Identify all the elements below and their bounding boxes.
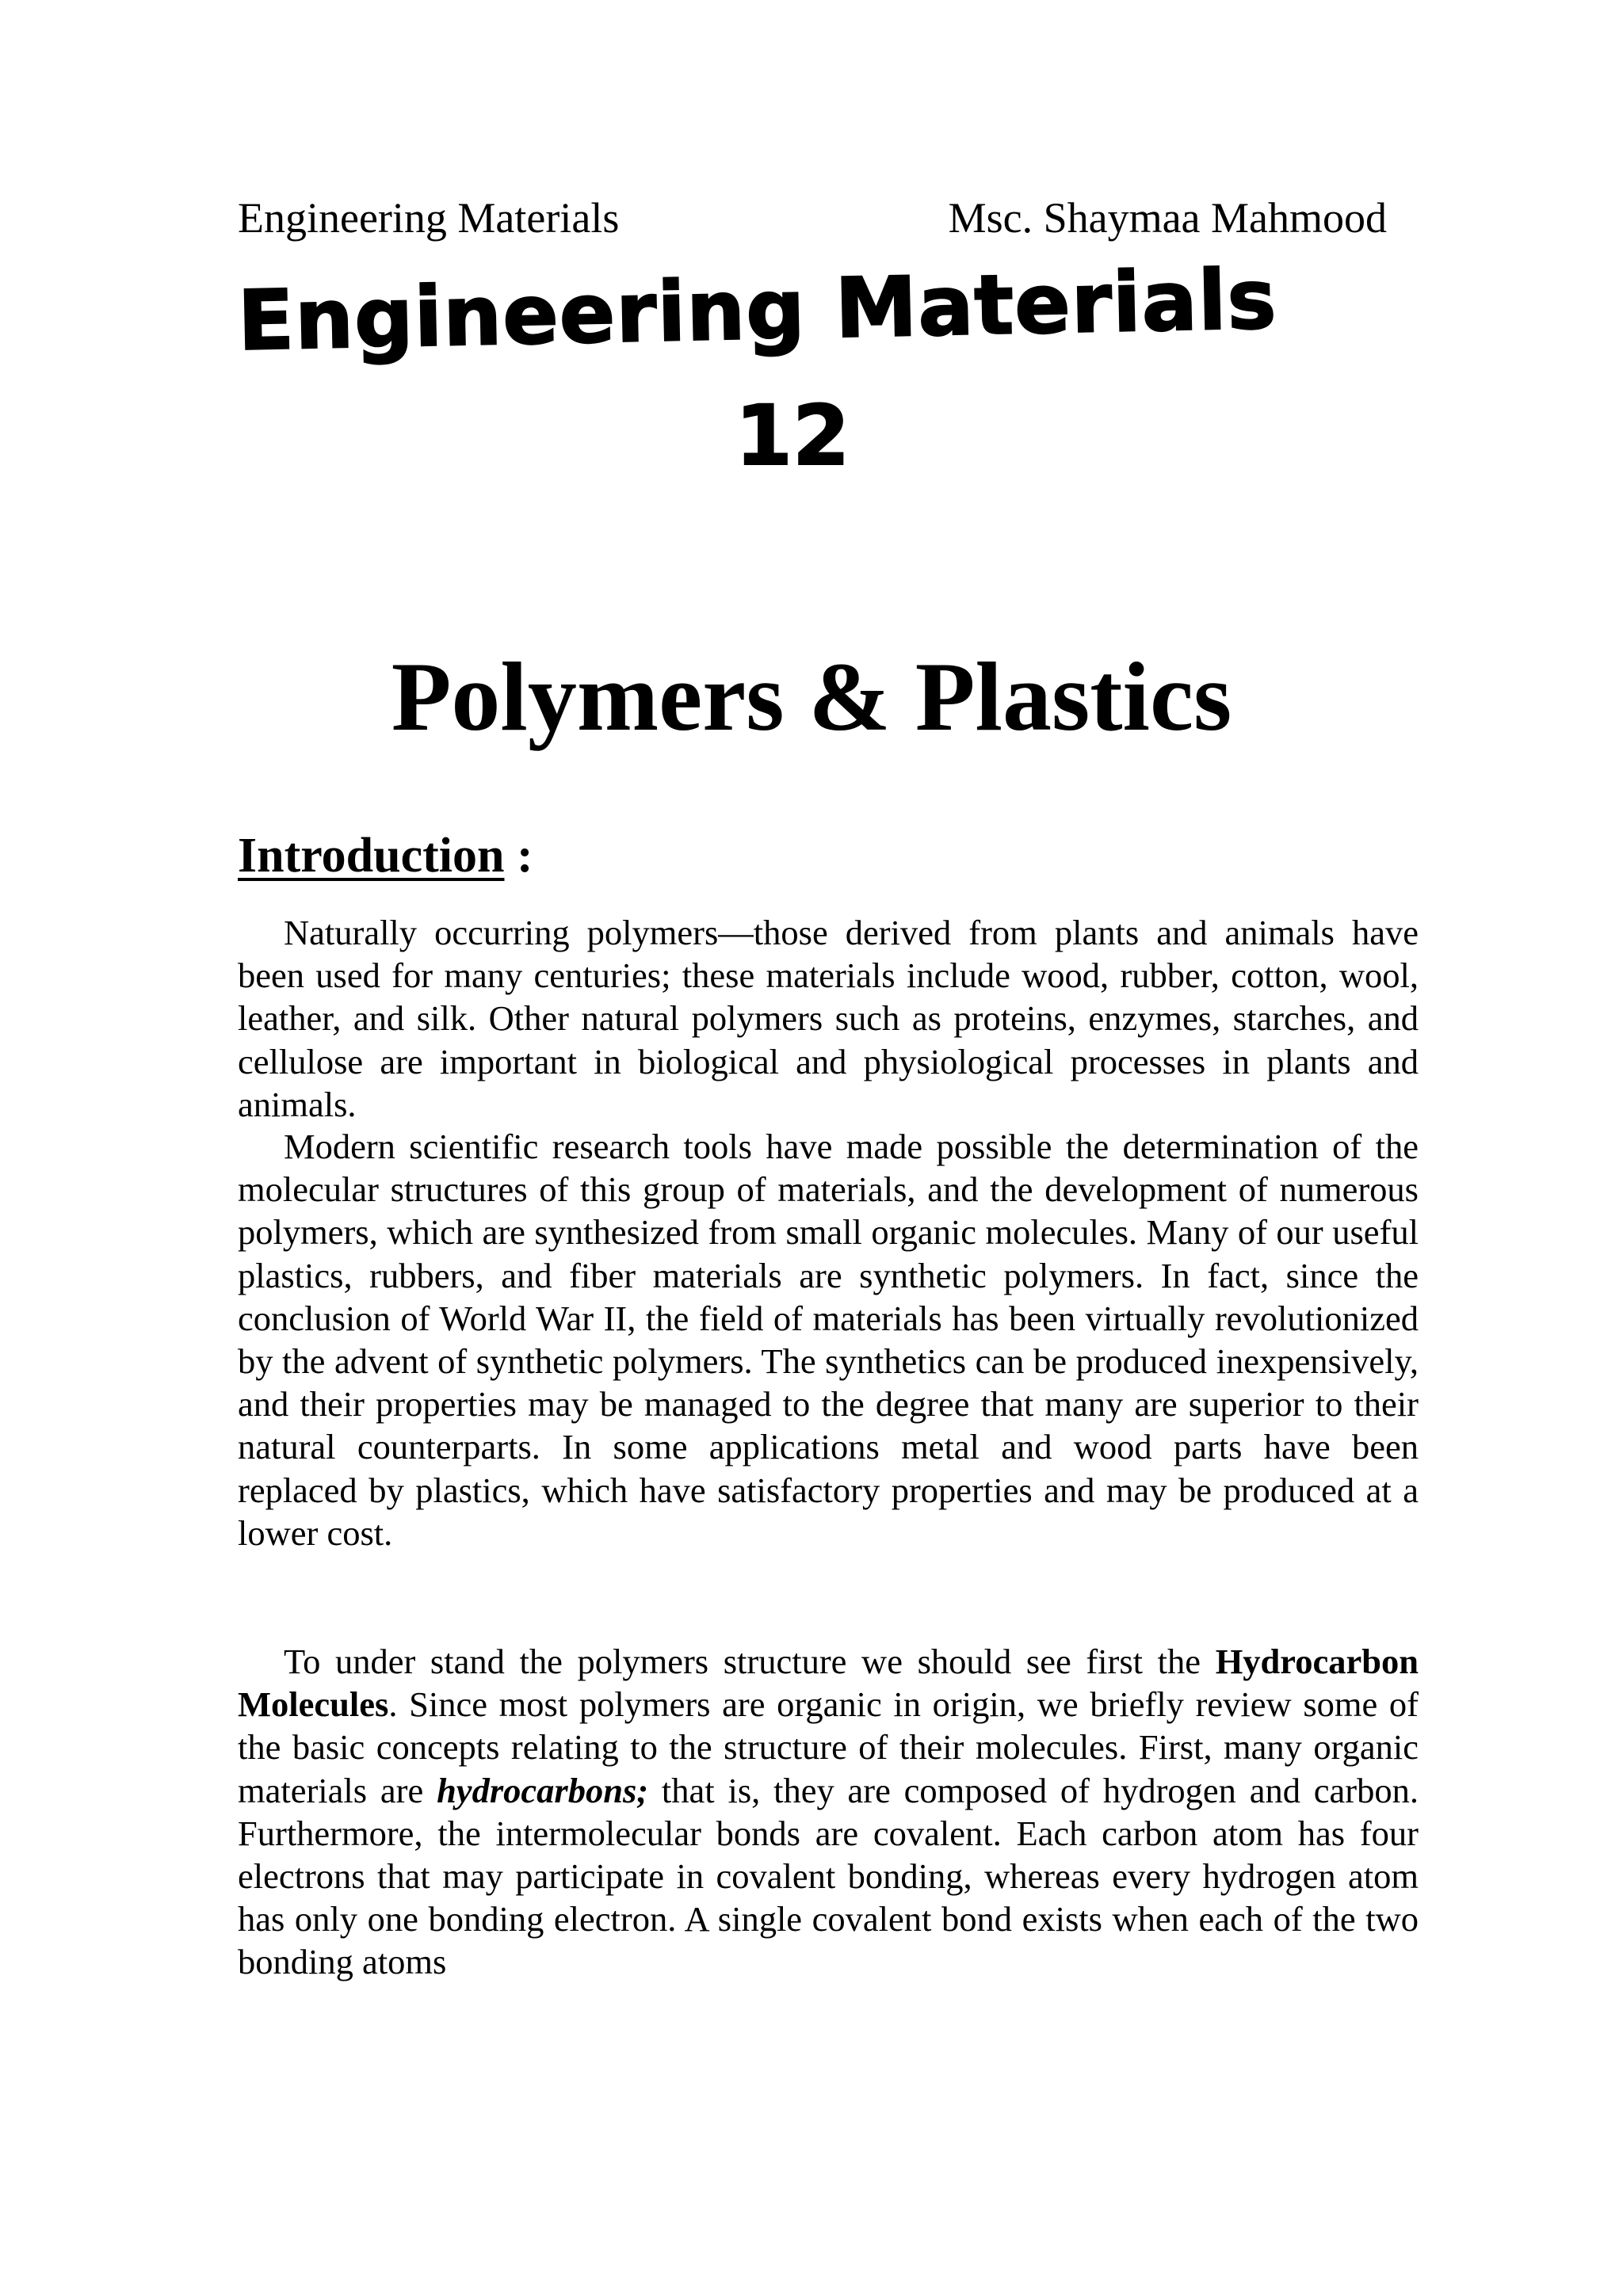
hydrocarbon-molecules-term: Hydrocarbon Molecules	[238, 1642, 1419, 1725]
hydrocarbon-text-1: To under stand the polymers structure we should see first the	[284, 1642, 1216, 1681]
introduction-heading-text: Introduction	[238, 829, 505, 883]
hydrocarbons-term: hydrocarbons;	[437, 1770, 649, 1810]
chapter-number: 12	[735, 387, 850, 484]
section-title: Polymers & Plastics	[391, 643, 1232, 751]
hydrocarbon-text-3: that is, they are composed of hydrogen and carbon. Furthermore, the intermolecular bonds are covalent. Each carbon atom has four electrons that may participate in covalent bonding, whereas every hydrogen atom has only one bonding electron. A single covalent bond exists when each of the two bonding atoms	[238, 1770, 1419, 1982]
header-course-title: Engineering Materials	[238, 194, 620, 242]
hydrocarbon-text-2: . Since most polymers are organic in origin, we briefly review some of the basic concepts relating to the structure of their molecules. First, many organic materials are	[238, 1684, 1419, 1810]
intro-paragraph-2: Modern scientific research tools have made possible the determination of the molecular structures of this group of materials, and the development of numerous polymers, which are synthesized from small organic molecules. Many of our useful plastics, rubbers, and fiber materials are synthetic polymers. In fact, since the conclusion of World War II, the field of materials has been virtually revolutionized by the advent of synthetic polymers. The synthetics can be produced inexpensively, and their properties may be managed to the degree that many are superior to their natural counterparts. In some applications metal and wood parts have been replaced by plastics, which have satisfactory properties and may be produced at a lower cost.	[238, 1127, 1419, 1553]
chapter-title: Engineering Materials	[236, 250, 1278, 369]
introduction-heading-colon: :	[504, 829, 533, 883]
running-header	[238, 190, 1387, 246]
introduction-heading	[238, 824, 533, 887]
header-author: Msc. Shaymaa Mahmood	[948, 194, 1387, 242]
hydrocarbon-paragraph	[238, 1640, 1419, 1984]
intro-paragraph-1: Naturally occurring polymers—those derived from plants and animals have been used for many centuries; these materials include wood, rubber, cotton, wool, leather, and silk. Other natural polymers such as proteins, enzymes, starches, and cellulose are important in biological and physiological processes in plants and animals.	[238, 913, 1419, 1124]
